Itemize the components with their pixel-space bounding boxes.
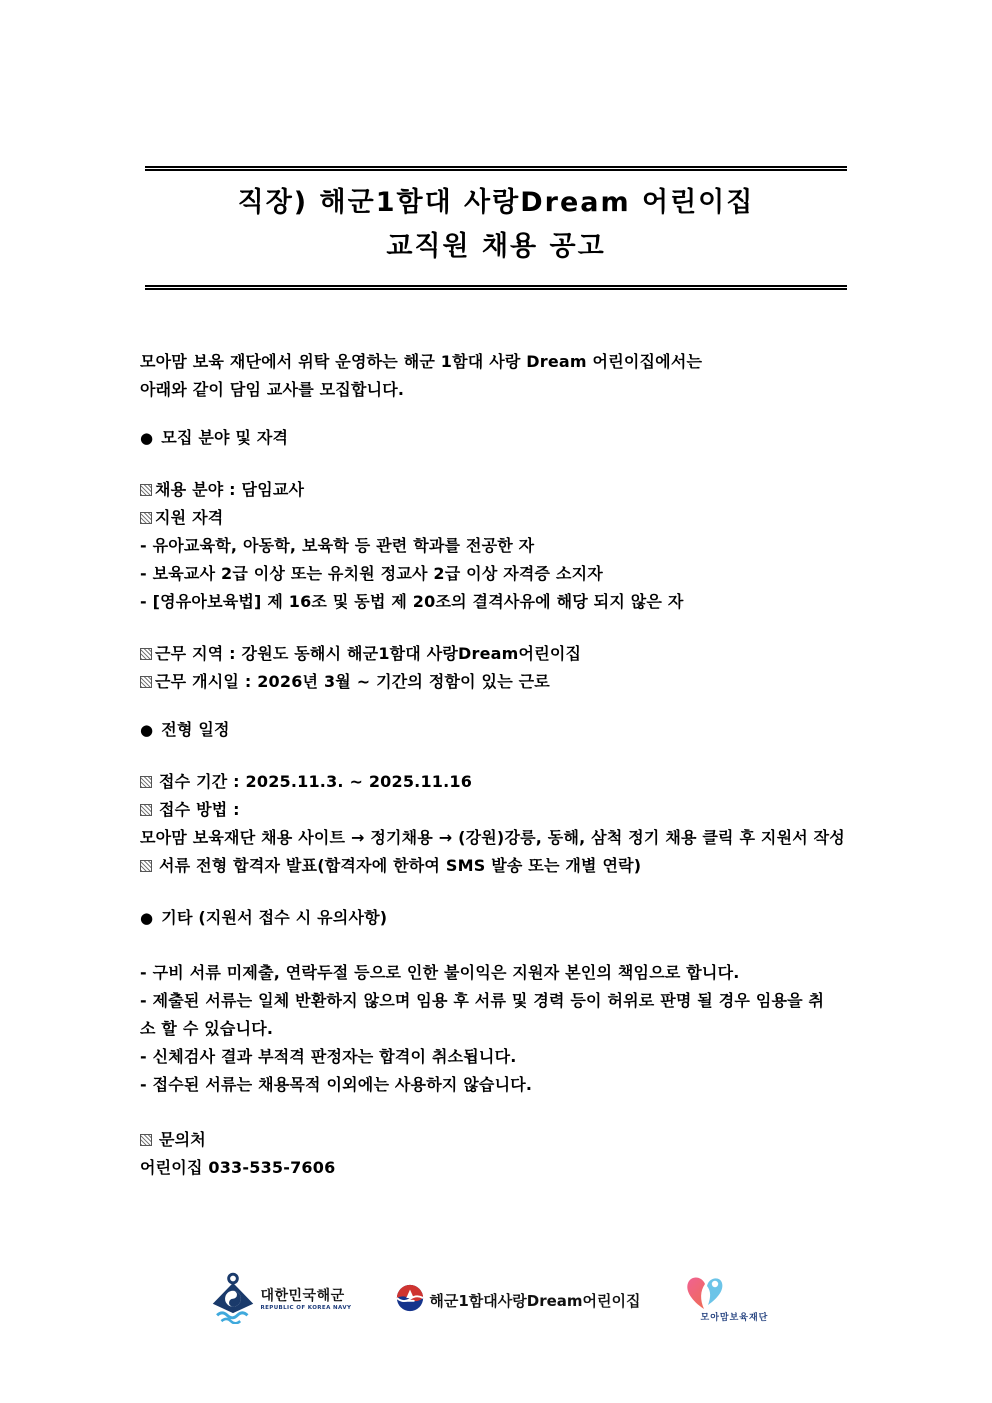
schedule-period-label: 접수 기간 : 2025.11.3. ~ 2025.11.16 [159, 772, 473, 791]
recruit-qual-item: - [영유아보육법] 제 16조 및 동법 제 20조의 결격사유에 해당 되지 않은 자 [140, 592, 684, 611]
recruit-field-label: 채용 분야 : 담임교사 [155, 480, 305, 499]
contact-phone-line: 어린이집 033-535-7606 [140, 1158, 336, 1177]
schedule-method-detail-line: 모아맘 보육재단 채용 사이트 → 정기채용 → (강원)강릉, 동해, 삼척 정기 채용 클릭 후 지원서 작성 [140, 828, 845, 847]
schedule-announce-label: 서류 전형 합격자 발표(합격자에 한하여 SMS 발송 또는 개별 연락) [159, 856, 642, 875]
schedule-period-line [140, 768, 942, 796]
hatch-square-icon [140, 676, 152, 688]
section-heading-etc [140, 904, 942, 932]
hatch-square-icon [140, 484, 152, 496]
navy-logo [211, 1272, 351, 1328]
intro-line-2: 아래와 같이 담임 교사를 모집합니다. [140, 380, 405, 399]
etc-note-line: - 제출된 서류는 일체 반환하지 않으며 임용 후 서류 및 경력 등이 허위로 판명 될 경우 임용을 취 [140, 991, 825, 1010]
recruit-qual-item: - 유아교육학, 아동학, 보육학 등 관련 학과를 전공한 자 [140, 536, 535, 555]
document-title-box [145, 166, 847, 290]
etc-note-line: - 접수된 서류는 채용목적 이외에는 사용하지 않습니다. [140, 1075, 533, 1094]
recruit-qual-item: - 보육교사 2급 이상 또는 유치원 정교사 2급 이상 자격증 소지자 [140, 564, 603, 583]
footer-logos [0, 1272, 992, 1328]
schedule-method-label-line [140, 796, 942, 824]
intro-line-1: 모아맘 보육 재단에서 위탁 운영하는 해군 1함대 사랑 Dream 어린이집에서는 [140, 352, 703, 371]
recruit-field-line [140, 476, 942, 504]
navy-anchor-icon [211, 1272, 255, 1328]
daycare-logo [395, 1282, 640, 1318]
foundation-logo [685, 1274, 781, 1326]
recruit-location-line [140, 640, 942, 668]
recruit-start-date-label: 근무 개시일 : 2026년 3월 ~ 기간의 정함이 있는 근로 [155, 672, 550, 691]
schedule-method-label: 접수 방법 : [159, 800, 240, 819]
etc-note-line: 소 할 수 있습니다. [140, 1019, 274, 1038]
section-heading-recruit [140, 424, 942, 452]
title-line-2: 교직원 채용 공고 [386, 231, 606, 262]
section-bullet-icon: ● [140, 429, 154, 447]
section-bullet-icon: ● [140, 909, 154, 927]
section-heading-schedule [140, 716, 942, 744]
section-heading-label: 기타 (지원서 접수 시 유의사항) [161, 908, 388, 927]
title-line-1: 직장) 해군1함대 사랑Dream 어린이집 [237, 187, 755, 218]
section-heading-label: 전형 일정 [161, 720, 230, 739]
contact-label-line [140, 1126, 942, 1154]
navy-logo-text [260, 1289, 351, 1312]
recruit-start-date-line [140, 668, 942, 696]
hatch-square-icon [140, 648, 152, 660]
contact-label: 문의처 [159, 1130, 206, 1149]
daycare-logo-name: 해군1함대사랑Dream어린이집 [429, 1291, 641, 1310]
section-bullet-icon: ● [140, 721, 154, 739]
recruit-qual-label: 지원 자격 [155, 508, 224, 527]
hatch-square-icon [140, 1134, 152, 1146]
hatch-square-icon [140, 776, 152, 788]
schedule-announce-line [140, 852, 942, 880]
recruit-qual-label-line [140, 504, 942, 532]
etc-note-line: - 구비 서류 미제출, 연락두절 등으로 인한 불이익은 지원자 본인의 책임으로 합니다. [140, 963, 740, 982]
etc-note-line: - 신체검사 결과 부적격 판정자는 합격이 취소됩니다. [140, 1047, 517, 1066]
hatch-square-icon [140, 860, 152, 872]
hatch-square-icon [140, 804, 152, 816]
section-heading-label: 모집 분야 및 자격 [161, 428, 289, 447]
daycare-emblem-icon [395, 1282, 425, 1318]
hatch-square-icon [140, 512, 152, 524]
navy-logo-korean-name: 대한민국해군 [260, 1287, 345, 1304]
recruit-location-label: 근무 지역 : 강원도 동해시 해군1함대 사랑Dream어린이집 [155, 644, 582, 663]
navy-logo-english-name: REPUBLIC OF KOREA NAVY [260, 1304, 352, 1311]
foundation-logo-name: 모아맘보육재단 [700, 1313, 769, 1323]
document-body [140, 348, 942, 1182]
